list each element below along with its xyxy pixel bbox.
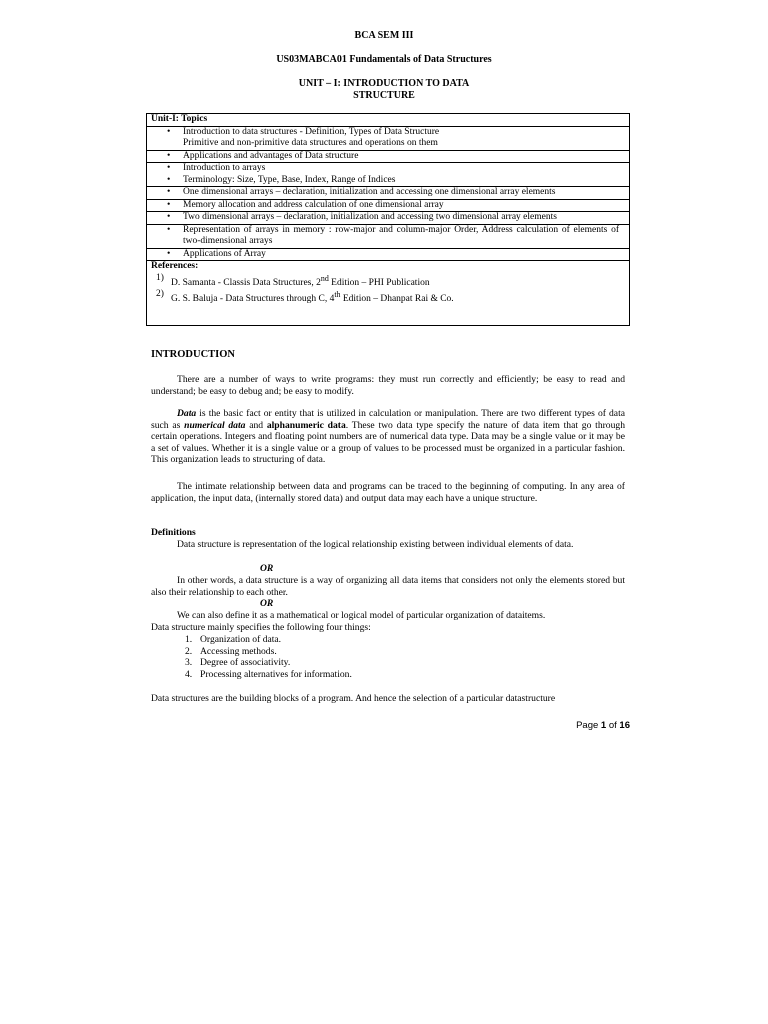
bullet-icon: • xyxy=(167,224,171,235)
bullet-icon: • xyxy=(167,248,171,259)
intro-paragraph: There are a number of ways to write programs: they must run correctly and efficiently; be easy to read and understand; be easy to debug and; be easy to modify. xyxy=(151,374,625,397)
topic-row: • Representation of arrays in memory : row-major and column-major Order, Address calculation of elements of two-dimensional arrays xyxy=(147,225,629,249)
topics-heading: Unit-I: Topics xyxy=(147,114,629,127)
data-paragraph: Data is the basic fact or entity that is utilized in calculation or manipulation. There are two different types of data such as numerical data and alphanumeric data. These two data type specify the nature of data item that go through certain operations. Integers and floating point numbers are of numerical data type. Data may be a single value or it may be a set of values. Whether it is a single value or a group of values to be processed must be organized in a particular fashion. This organization leads to structuring of data. xyxy=(151,408,625,466)
definition-paragraph: Data structure mainly specifies the following four things: xyxy=(151,622,371,633)
bullet-icon: • xyxy=(167,163,171,173)
list-item: 2. Accessing methods. xyxy=(185,645,277,657)
list-item: 3. Degree of associativity. xyxy=(185,657,291,669)
topic-row: • Introduction to data structures - Definition, Types of Data Structure Primitive and non-primitive data structures and operations on them xyxy=(147,127,629,151)
relationship-paragraph: The intimate relationship between data and programs can be traced to the beginning of computing. In any area of application, the input data, (internally stored data) and output data may each have a unique structure. xyxy=(151,481,625,504)
definition-paragraph: We can also define it as a mathematical or logical model of particular organization of dataitems. xyxy=(177,610,546,621)
bullet-icon: • xyxy=(167,174,171,185)
topic-row: • Memory allocation and address calculation of one dimensional array xyxy=(147,200,629,213)
page-number: Page 1 of 16 xyxy=(576,720,630,731)
topic-row: • Applications of Array xyxy=(147,249,629,262)
topic-row: • Applications and advantages of Data structure xyxy=(147,151,629,164)
bullet-icon: • xyxy=(167,187,171,197)
closing-paragraph: Data structures are the building blocks of a program. And hence the selection of a particular datastructure xyxy=(151,693,556,704)
bullet-icon: • xyxy=(167,212,171,222)
unit-title: UNIT – I: INTRODUCTION TO DATA xyxy=(298,78,470,89)
unit-title-cont: STRUCTURE xyxy=(353,90,415,101)
subject-title: US03MABCA01 Fundamentals of Data Structures xyxy=(276,54,492,65)
bullet-icon: • xyxy=(167,199,171,210)
topics-table xyxy=(146,113,630,326)
course-title: BCA SEM III xyxy=(354,30,414,41)
bullet-icon: • xyxy=(167,126,171,137)
topic-row: • Introduction to arrays • Terminology: Size, Type, Base, Index, Range of Indices xyxy=(147,163,629,187)
references-heading: References: xyxy=(151,261,199,271)
section-heading-introduction: INTRODUCTION xyxy=(151,349,236,360)
or-separator: OR xyxy=(260,598,274,609)
topic-row: • Two dimensional arrays – declaration, initialization and accessing two dimensional array elements xyxy=(147,212,629,225)
section-heading-definitions: Definitions xyxy=(151,527,196,538)
bullet-icon: • xyxy=(167,150,171,161)
or-separator: OR xyxy=(260,563,274,574)
definition-paragraph: Data structure is representation of the logical relationship existing between individual elements of data. xyxy=(177,539,574,550)
reference-item: 2) G. S. Baluja - Data Structures through C, 4th Edition – Dhanpat Rai & Co. xyxy=(156,289,454,305)
list-item: 4. Processing alternatives for information. xyxy=(185,668,352,680)
list-item: 1. Organization of data. xyxy=(185,634,282,645)
topic-row: • One dimensional arrays – declaration, initialization and accessing one dimensional array elements xyxy=(147,187,629,200)
numbered-list xyxy=(185,634,485,680)
definition-paragraph: In other words, a data structure is a way of organizing all data items that considers not only the elements stored but also their relationship to each other. xyxy=(151,575,625,598)
reference-item: 1) D. Samanta - Classis Data Structures, 2nd Edition – PHI Publication xyxy=(156,272,430,288)
references xyxy=(147,261,629,306)
